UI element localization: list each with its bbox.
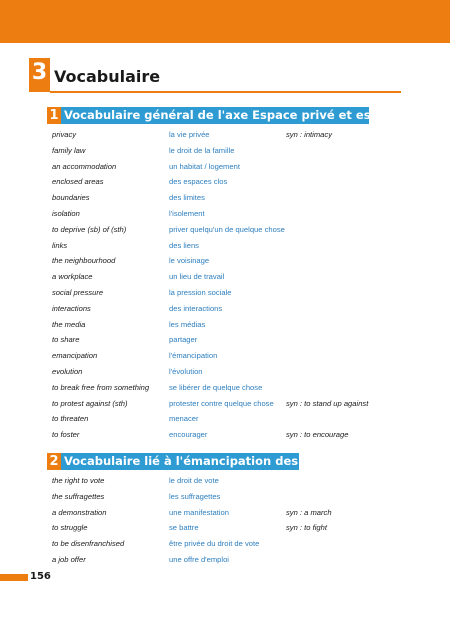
french-translation: la vie privée [169, 130, 210, 139]
chapter-heading [29, 58, 401, 93]
french-translation: être privée du droit de vote [169, 539, 260, 548]
english-term: the suffragettes [52, 492, 105, 501]
vocab-row [52, 427, 412, 442]
chapter-underline [50, 91, 401, 93]
synonym: syn : intimacy [286, 130, 332, 139]
french-translation: les suffragettes [169, 492, 221, 501]
french-translation: des interactions [169, 304, 223, 313]
page-number-bar [0, 574, 28, 581]
vocab-row [52, 348, 412, 363]
english-term: an accommodation [52, 162, 117, 171]
french-translation: le droit de la famille [169, 146, 235, 155]
english-term: privacy [52, 130, 77, 139]
vocab-row [52, 174, 412, 189]
french-translation: menacer [169, 414, 199, 423]
french-translation: les médias [169, 320, 206, 329]
section-1-number: 1 [49, 108, 59, 123]
vocab-row [52, 301, 412, 316]
vocab-row [52, 253, 412, 268]
english-term: enclosed areas [52, 177, 104, 186]
vocab-row [52, 552, 412, 567]
french-translation: partager [169, 335, 198, 344]
english-term: emancipation [52, 351, 98, 360]
english-term: the right to vote [52, 476, 105, 485]
english-term: links [52, 241, 68, 250]
section-1-heading [47, 107, 445, 124]
french-translation: le voisinage [169, 256, 210, 265]
vocab-row [52, 411, 412, 426]
french-translation: encourager [169, 430, 208, 439]
vocab-row [52, 143, 412, 158]
synonym: syn : a march [286, 508, 332, 517]
english-term: to threaten [52, 414, 89, 423]
french-translation: protester contre quelque chose [169, 399, 274, 408]
vocab-row [52, 285, 412, 300]
section-2-number: 2 [49, 454, 59, 469]
english-term: to struggle [52, 523, 88, 532]
french-translation: la pression sociale [169, 288, 232, 297]
french-translation: se battre [169, 523, 199, 532]
english-term: the neighbourhood [52, 256, 116, 265]
english-term: to be disenfranchised [52, 539, 125, 548]
english-term: to deprive (sb) of (sth) [52, 225, 127, 234]
synonym: syn : to encourage [286, 430, 349, 439]
chapter-title: Vocabulaire [54, 67, 161, 86]
vocab-row [52, 222, 412, 237]
french-translation: une offre d'emploi [169, 555, 229, 564]
vocab-row [52, 238, 412, 253]
vocab-row [52, 269, 412, 284]
chapter-number-box [29, 58, 50, 92]
vocab-row [52, 190, 412, 205]
vocab-row [52, 317, 412, 332]
english-term: family law [52, 146, 86, 155]
french-translation: se libérer de quelque chose [169, 383, 263, 392]
english-term: boundaries [52, 193, 90, 202]
french-translation: une manifestation [169, 508, 229, 517]
french-translation: un habitat / logement [169, 162, 240, 171]
vocab-row [52, 380, 412, 395]
french-translation: un lieu de travail [169, 272, 225, 281]
synonym: syn : to stand up against [286, 399, 369, 408]
synonym: syn : to fight [286, 523, 327, 532]
section-2-heading [47, 453, 354, 470]
french-translation: le droit de vote [169, 476, 219, 485]
vocab-row [52, 396, 412, 411]
english-term: to break free from something [52, 383, 150, 392]
english-term: to share [52, 335, 80, 344]
vocab-row [52, 127, 412, 142]
page-number: 156 [30, 571, 51, 582]
section-2-number-box [47, 453, 61, 470]
english-term: interactions [52, 304, 91, 313]
english-term: to protest against (sth) [52, 399, 128, 408]
english-term: social pressure [52, 288, 104, 297]
section-2-title: Vocabulaire lié à l'émancipation des femmes [64, 454, 354, 468]
section-1-title: Vocabulaire général de l'axe Espace privé et espace public [64, 108, 445, 122]
english-term: to foster [52, 430, 80, 439]
english-term: evolution [52, 367, 83, 376]
vocab-row [52, 206, 412, 221]
vocab-row [52, 473, 412, 488]
french-translation: des espaces clos [169, 177, 228, 186]
top-header-band [0, 0, 450, 43]
vocab-row [52, 520, 412, 535]
vocab-row [52, 489, 412, 504]
french-translation: l'émancipation [169, 351, 218, 360]
section-1-number-box [47, 107, 61, 124]
english-term: isolation [52, 209, 80, 218]
chapter-number: 3 [31, 60, 48, 85]
vocab-row [52, 364, 412, 379]
vocab-row [52, 332, 412, 347]
french-translation: l'isolement [169, 209, 205, 218]
french-translation: des liens [169, 241, 199, 250]
french-translation: l'évolution [169, 367, 203, 376]
vocab-row [52, 505, 412, 520]
english-term: the media [52, 320, 86, 329]
english-term: a job offer [52, 555, 86, 564]
french-translation: des limites [169, 193, 205, 202]
french-translation: priver quelqu'un de quelque chose [169, 225, 285, 234]
vocab-row [52, 159, 412, 174]
english-term: a demonstration [52, 508, 107, 517]
vocab-row [52, 536, 412, 551]
english-term: a workplace [52, 272, 93, 281]
